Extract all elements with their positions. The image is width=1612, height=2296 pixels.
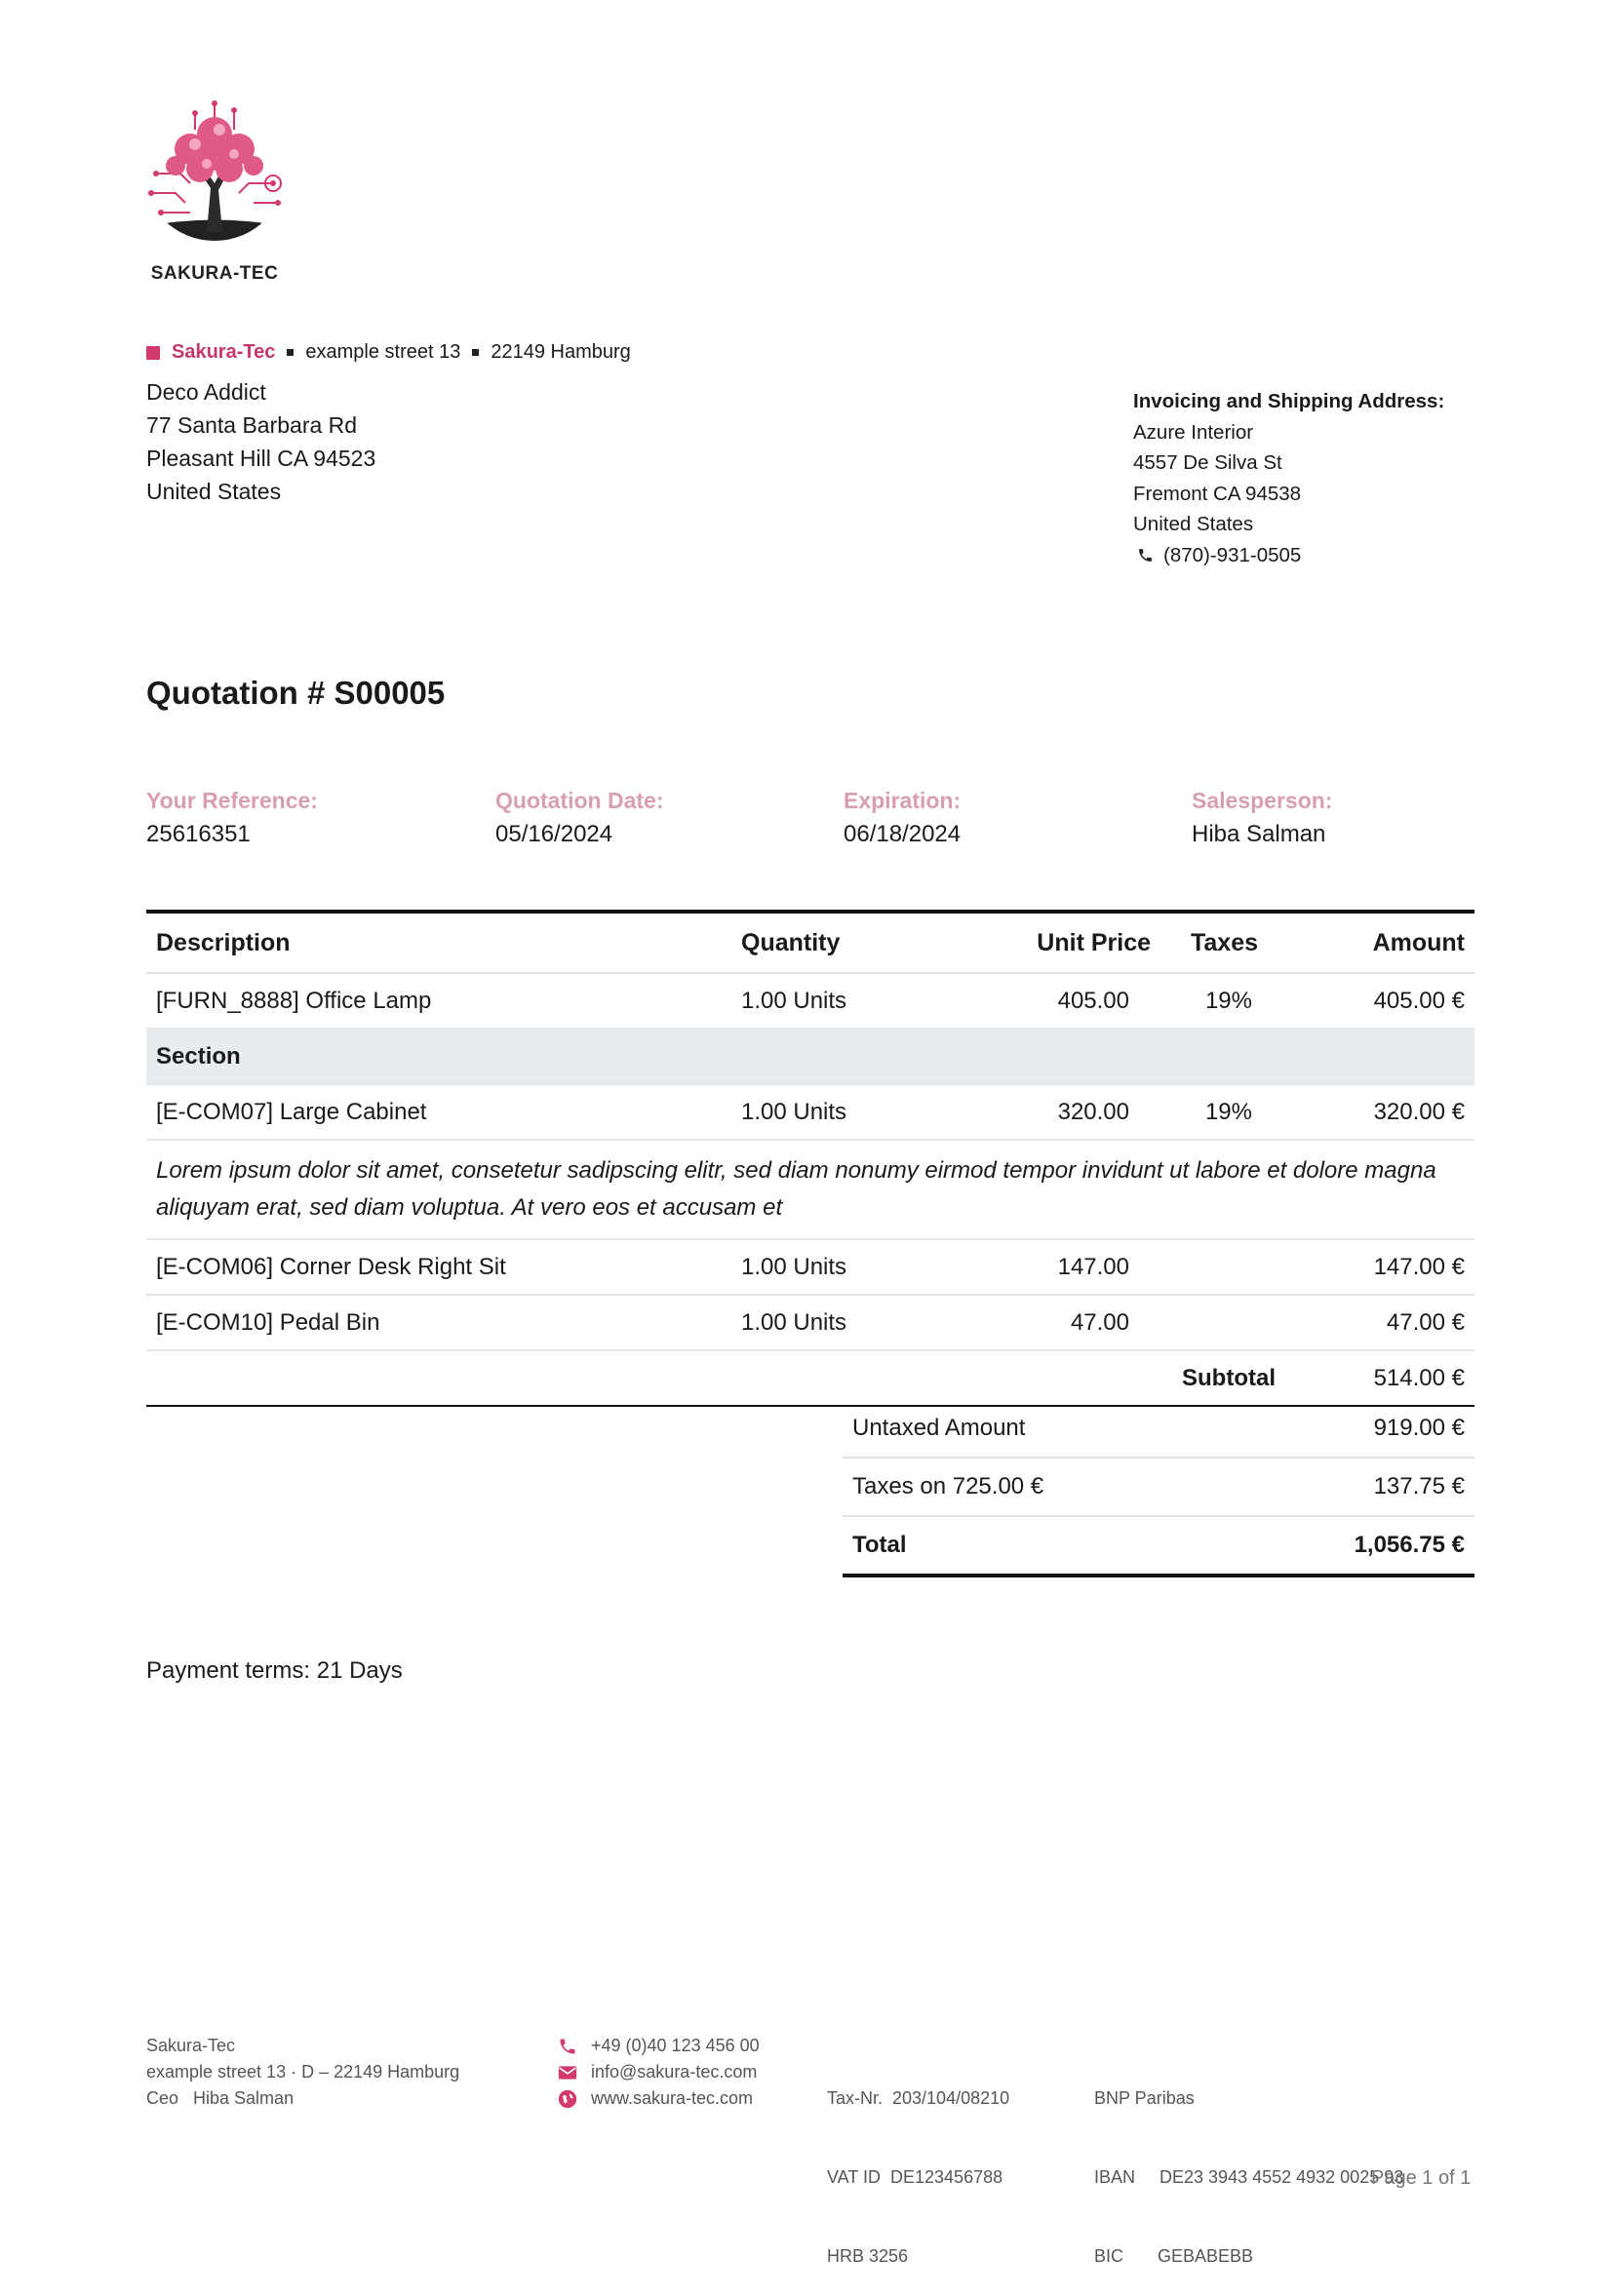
line-description: [E-COM06] Corner Desk Right Sit	[146, 1239, 731, 1295]
footer-vat-id: VAT ID DE123456788	[827, 2167, 1003, 2187]
sender-address-line	[146, 341, 631, 364]
line-unit-price: 47.00	[965, 1295, 1160, 1350]
untaxed-value: 919.00 €	[1234, 1400, 1474, 1458]
info-date	[495, 785, 817, 853]
info-value: 25616351	[146, 821, 251, 847]
sender-street: example street 13	[305, 341, 461, 363]
footer-tax-nr: Tax-Nr. 203/104/08210	[827, 2088, 1010, 2108]
line-quantity: 1.00 Units	[731, 1295, 965, 1350]
section-label: Section	[146, 1029, 1474, 1084]
company-logo	[137, 96, 293, 291]
shipping-phone: (870)-931-0505	[1163, 543, 1302, 566]
line-quantity: 1.00 Units	[731, 1239, 965, 1295]
table-row	[146, 1084, 1474, 1140]
info-label: Quotation Date:	[495, 788, 664, 813]
info-label: Expiration:	[844, 788, 962, 813]
footer-web[interactable]: www.sakura-tec.com	[591, 2088, 754, 2108]
shipping-country: United States	[1133, 513, 1254, 535]
line-unit-price: 405.00	[965, 973, 1160, 1029]
customer-city: Pleasant Hill CA 94523	[146, 446, 376, 471]
customer-address	[146, 375, 375, 508]
taxes-label: Taxes on 725.00 €	[843, 1458, 1234, 1516]
footer-web-item	[558, 2085, 760, 2112]
footer-address: example street 13 · D – 22149 Hamburg	[146, 2062, 460, 2082]
column-header-amount: Amount	[1287, 912, 1474, 973]
line-taxes	[1160, 1239, 1287, 1295]
footer-ceo: Ceo Hiba Salman	[146, 2088, 295, 2108]
taxes-value: 137.75 €	[1234, 1458, 1474, 1516]
line-amount: 405.00 €	[1287, 973, 1474, 1029]
totals-table	[843, 1400, 1474, 1577]
footer-contact	[558, 2033, 760, 2112]
section-row	[146, 1029, 1474, 1084]
line-taxes: 19%	[1160, 1084, 1287, 1140]
taxes-row	[843, 1458, 1474, 1516]
footer-email-item	[558, 2059, 760, 2085]
shipping-name: Azure Interior	[1133, 420, 1254, 444]
subtotal-row	[146, 1350, 1474, 1406]
line-unit-price: 147.00	[965, 1239, 1160, 1295]
table-row	[146, 1239, 1474, 1295]
envelope-icon	[558, 2065, 577, 2081]
sender-company: Sakura-Tec	[172, 341, 276, 363]
line-taxes: 19%	[1160, 973, 1287, 1029]
line-unit-price: 320.00	[965, 1084, 1160, 1140]
footer-iban: IBAN DE23 3943 4552 4932 0025 93	[1094, 2167, 1404, 2187]
shipping-street: 4557 De Silva St	[1133, 451, 1282, 474]
shipping-address	[1133, 386, 1444, 570]
total-value: 1,056.75 €	[1234, 1516, 1474, 1576]
subtotal-value: 514.00 €	[1287, 1350, 1474, 1406]
sender-city: 22149 Hamburg	[491, 341, 631, 363]
phone-icon	[1137, 547, 1154, 564]
line-amount: 320.00 €	[1287, 1084, 1474, 1140]
shipping-phone-line	[1133, 540, 1444, 571]
info-reference	[146, 785, 468, 853]
line-quantity: 1.00 Units	[731, 973, 965, 1029]
note-row	[146, 1140, 1474, 1239]
footer-bank-name: BNP Paribas	[1094, 2088, 1195, 2108]
line-description: [E-COM07] Large Cabinet	[146, 1084, 731, 1140]
globe-icon	[558, 2089, 577, 2109]
footer-email[interactable]: info@sakura-tec.com	[591, 2062, 758, 2082]
footer-hrb: HRB 3256	[827, 2246, 909, 2266]
order-lines-table	[146, 910, 1474, 1407]
column-header-unit-price: Unit Price	[965, 912, 1160, 973]
info-label: Salesperson:	[1192, 788, 1333, 813]
line-quantity: 1.00 Units	[731, 1084, 965, 1140]
total-label: Total	[843, 1516, 1234, 1576]
line-amount: 147.00 €	[1287, 1239, 1474, 1295]
untaxed-row	[843, 1400, 1474, 1458]
separator-dot	[472, 349, 479, 356]
column-header-quantity: Quantity	[731, 912, 965, 973]
footer-tax	[827, 2033, 1009, 2296]
shipping-title: Invoicing and Shipping Address:	[1133, 390, 1445, 412]
footer-phone: +49 (0)40 123 456 00	[591, 2036, 760, 2055]
info-value: 05/16/2024	[495, 821, 613, 847]
footer-phone-item	[558, 2033, 760, 2059]
customer-name: Deco Addict	[146, 379, 266, 405]
footer-company	[146, 2033, 459, 2112]
subtotal-label: Subtotal	[1160, 1350, 1287, 1406]
line-description: [FURN_8888] Office Lamp	[146, 973, 731, 1029]
table-row	[146, 973, 1474, 1029]
column-header-taxes: Taxes	[1160, 912, 1287, 973]
line-description: [E-COM10] Pedal Bin	[146, 1295, 731, 1350]
info-expiration	[844, 785, 1165, 853]
page-number: Page 1 of 1	[1371, 2167, 1472, 2189]
payment-terms: Payment terms: 21 Days	[146, 1657, 403, 1684]
phone-icon	[558, 2037, 577, 2056]
untaxed-label: Untaxed Amount	[843, 1400, 1234, 1458]
line-note: Lorem ipsum dolor sit amet, consetetur sadipscing elitr, sed diam nonumy eirmod tempor invidunt ut labore et dolore magna aliquyam erat, sed diam voluptua. At vero eos et accusam et	[146, 1140, 1474, 1239]
info-value: 06/18/2024	[844, 821, 962, 847]
line-amount: 47.00 €	[1287, 1295, 1474, 1350]
info-salesperson	[1192, 785, 1514, 853]
info-value: Hiba Salman	[1192, 821, 1326, 847]
table-header-row	[146, 912, 1474, 973]
brand-square-icon	[146, 346, 160, 360]
logo-text: SAKURA-TEC	[150, 263, 279, 284]
customer-country: United States	[146, 479, 282, 504]
info-label: Your Reference:	[146, 788, 318, 813]
table-row	[146, 1295, 1474, 1350]
separator-dot	[287, 349, 294, 356]
total-row	[843, 1516, 1474, 1576]
sakura-tree-logo-icon	[137, 96, 293, 261]
customer-street: 77 Santa Barbara Rd	[146, 412, 358, 438]
column-header-description: Description	[146, 912, 731, 973]
footer-bic: BIC GEBABEBB	[1094, 2246, 1254, 2266]
line-taxes	[1160, 1295, 1287, 1350]
shipping-city: Fremont CA 94538	[1133, 482, 1302, 505]
footer-bank	[1094, 2033, 1403, 2296]
page-title: Quotation # S00005	[146, 675, 446, 711]
footer-company-name: Sakura-Tec	[146, 2036, 236, 2055]
